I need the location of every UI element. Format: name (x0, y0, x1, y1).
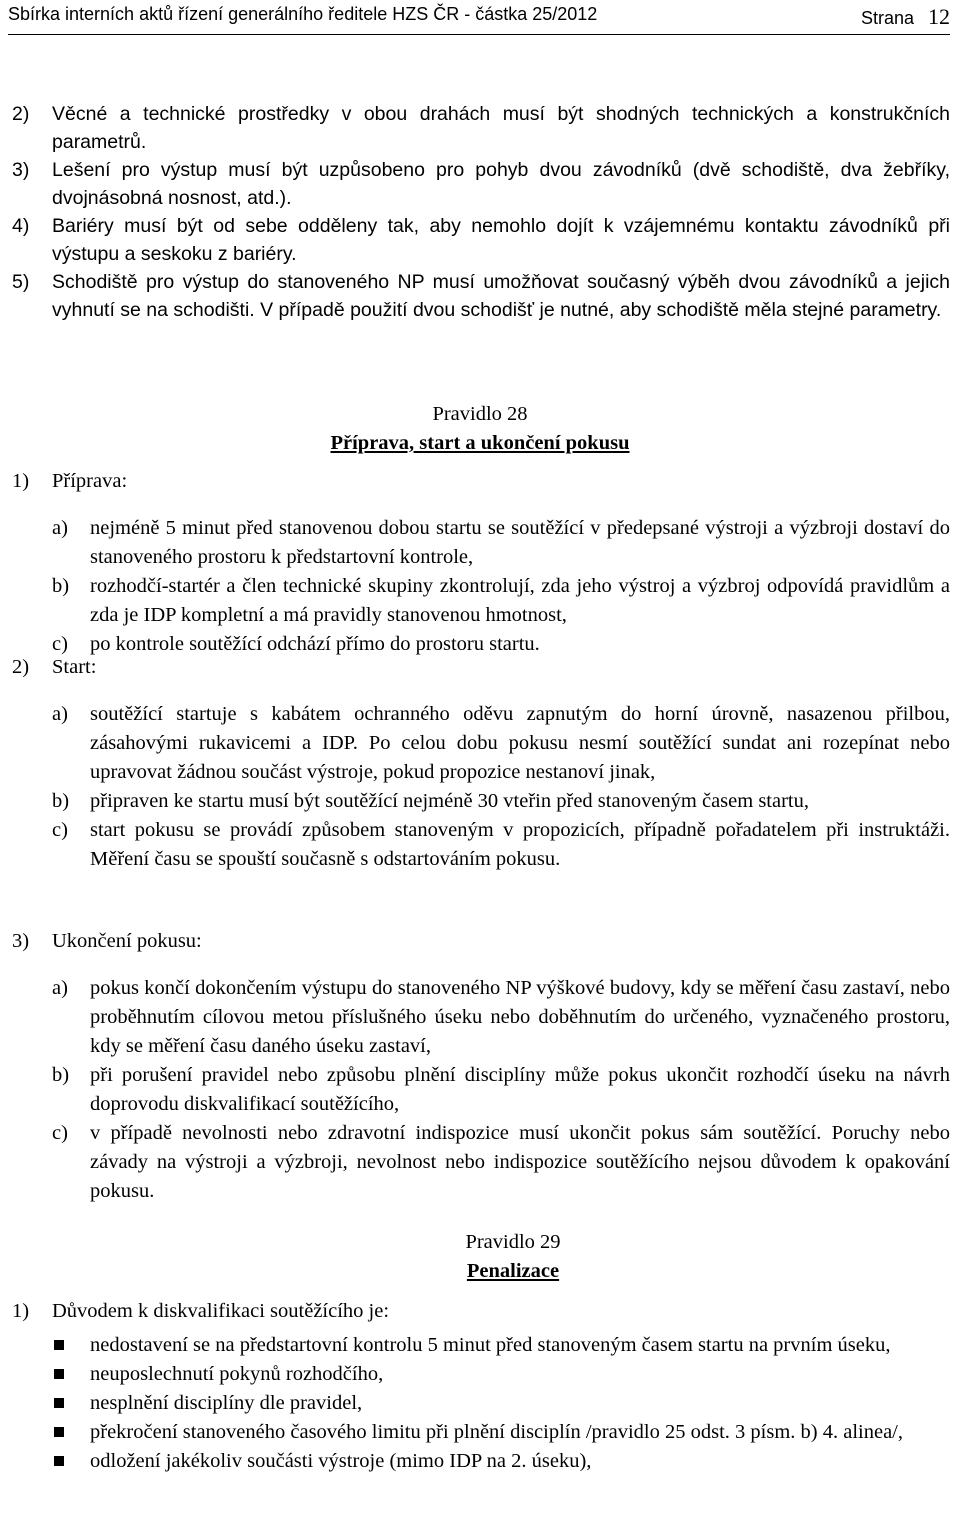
list-item (12, 268, 950, 324)
list-item (12, 816, 950, 874)
list-item (12, 700, 950, 787)
list-item (12, 787, 950, 816)
bullet-item (12, 1447, 950, 1476)
bullet-text: nedostavení se na předstartovní kontrolu 5 minut před stanoveným časem startu na prvním úseku, (90, 1334, 891, 1356)
section-title-text: Start: (52, 656, 97, 678)
section-title (12, 927, 950, 956)
item-text: rozhodčí-startér a člen technické skupiny zkontrolují, zda jeho výstroj a výzbroj odpovídá pravidlům a zda je IDP kompletní a má pravidly stanovenou hmotnost, (90, 575, 950, 626)
item-text: Bariéry musí být od sebe odděleny tak, aby nemohlo dojít k vzájemnému kontaktu závodníků při výstupu a seskoku z bariéry. (52, 215, 950, 265)
item-text: nejméně 5 minut před stanovenou dobou startu se soutěžící v předepsané výstroji a výzbroji dostaví do stanoveného prostoru k předstartovní kontrole, (90, 517, 950, 568)
rule-29-heading (66, 1228, 960, 1286)
section-title-text: Příprava: (52, 470, 128, 492)
list-item (12, 1061, 950, 1119)
list-item (12, 514, 950, 572)
list-item (12, 1119, 950, 1206)
item-label: b) (52, 1064, 70, 1086)
section-title (12, 1297, 950, 1326)
bullet-text: odložení jakékoliv součásti výstroje (mimo IDP na 2. úseku), (90, 1450, 592, 1472)
rule-29-title: Penalizace (466, 1260, 560, 1282)
section-start (12, 653, 950, 874)
top-list (12, 100, 950, 324)
rule-28-title: Příprava, start a ukončení pokusu (330, 432, 630, 454)
bullet-item (12, 1360, 950, 1389)
item-number: 3) (12, 159, 30, 181)
item-text: start pokusu se provádí způsobem stanoveným v propozicích, případně pořadatelem při instruktáži. Měření času se spouští současně s odstartováním pokusu. (90, 819, 950, 870)
bullet-item (12, 1418, 950, 1447)
page-label: Strana (860, 8, 914, 28)
item-label: c) (52, 819, 68, 841)
item-label: a) (52, 517, 68, 539)
item-number: 4) (12, 215, 30, 237)
section-title (12, 467, 950, 496)
bullet-text: nesplnění disciplíny dle pravidel, (90, 1392, 363, 1414)
header-title: Sbírka interních aktů řízení generálního ředitele HZS ČR - částka 25/2012 (8, 4, 598, 24)
page-indicator (861, 4, 950, 30)
item-label: b) (52, 790, 70, 812)
item-text: Věcné a technické prostředky v obou drahách musí být shodných technických a konstrukčních parametrů. (52, 103, 950, 153)
square-bullet-icon (54, 1427, 64, 1437)
section-list (12, 514, 950, 659)
section-preparation (12, 467, 950, 659)
rule-29-label: Pravidlo 29 (465, 1231, 561, 1253)
item-text: Lešení pro výstup musí být uzpůsobeno pro pohyb dvou závodníků (dvě schodiště, dva žebříky, dvojnásobná nosnost, atd.). (52, 159, 950, 209)
item-label: c) (52, 1122, 68, 1144)
square-bullet-icon (54, 1340, 64, 1350)
list-item (12, 974, 950, 1061)
page-header (8, 0, 950, 32)
item-number: 2) (12, 103, 30, 125)
bullet-text: překročení stanoveného časového limitu při plnění disciplín /pravidlo 25 odst. 3 písm. b) 4. alinea/, (90, 1421, 904, 1443)
item-label: c) (52, 633, 68, 655)
bullet-text: neuposlechnutí pokynů rozhodčího, (90, 1363, 384, 1385)
item-label: a) (52, 977, 68, 999)
rule-28-heading (0, 400, 960, 458)
item-number: 5) (12, 271, 30, 293)
item-text: připraven ke startu musí být soutěžící nejméně 30 vteřin před stanoveným časem startu, (90, 790, 810, 812)
item-text: v případě nevolnosti nebo zdravotní indispozice musí ukončit pokus sám soutěžící. Poruchy nebo závady na výstroji a výzbroji, nevolnost nebo indispozice soutěžícího nejsou důvodem k opakování pokusu. (90, 1122, 950, 1202)
square-bullet-icon (54, 1456, 64, 1466)
section-title-text: Důvodem k diskvalifikaci soutěžícího je: (52, 1300, 390, 1322)
square-bullet-icon (54, 1398, 64, 1408)
list-item (12, 212, 950, 268)
item-text: pokus končí dokončením výstupu do stanoveného NP výškové budovy, kdy se měření času zastaví, nebo proběhnutím cílovou metou příslušného úseku nebo doběhnutím do určeného, vyznačeného prostoru, kdy se měření času daného úseku zastaví, (90, 977, 950, 1057)
list-item (12, 156, 950, 212)
section-number: 1) (12, 1300, 30, 1322)
item-text: soutěžící startuje s kabátem ochranného oděvu zapnutým do horní úrovně, nasazenou přilbou, zásahovými rukavicemi a IDP. Po celou dobu pokusu nesmí soutěžící sundat ani rozepínat nebo upravovat žádnou součást výstroje, pokud propozice nestanoví jinak, (90, 703, 950, 783)
page-number: 12 (928, 4, 950, 29)
item-text: při porušení pravidel nebo způsobu plnění disciplíny může pokus ukončit rozhodčí úseku na návrh doprovodu diskvalifikací soutěžícího, (90, 1064, 950, 1115)
list-item (12, 572, 950, 630)
item-label: b) (52, 575, 70, 597)
item-text: po kontrole soutěžící odchází přímo do prostoru startu. (90, 633, 540, 655)
rule-28-label: Pravidlo 28 (432, 403, 528, 425)
section-list (12, 700, 950, 874)
list-item (12, 100, 950, 156)
item-label: a) (52, 703, 68, 725)
section-number: 2) (12, 656, 30, 678)
section-title (12, 653, 950, 682)
section-title-text: Ukončení pokusu: (52, 930, 202, 952)
bullet-item (12, 1331, 950, 1360)
header-divider (8, 34, 950, 35)
section-disqualification (12, 1297, 950, 1476)
section-end (12, 927, 950, 1206)
bullet-list (12, 1331, 950, 1476)
section-number: 3) (12, 930, 30, 952)
bullet-item (12, 1389, 950, 1418)
square-bullet-icon (54, 1369, 64, 1379)
section-number: 1) (12, 470, 30, 492)
item-text: Schodiště pro výstup do stanoveného NP musí umožňovat současný výběh dvou závodníků a jejich vyhnutí se na schodišti. V případě použití dvou schodišť je nutné, aby schodiště měla stejné parametry. (52, 271, 950, 321)
section-list (12, 974, 950, 1206)
